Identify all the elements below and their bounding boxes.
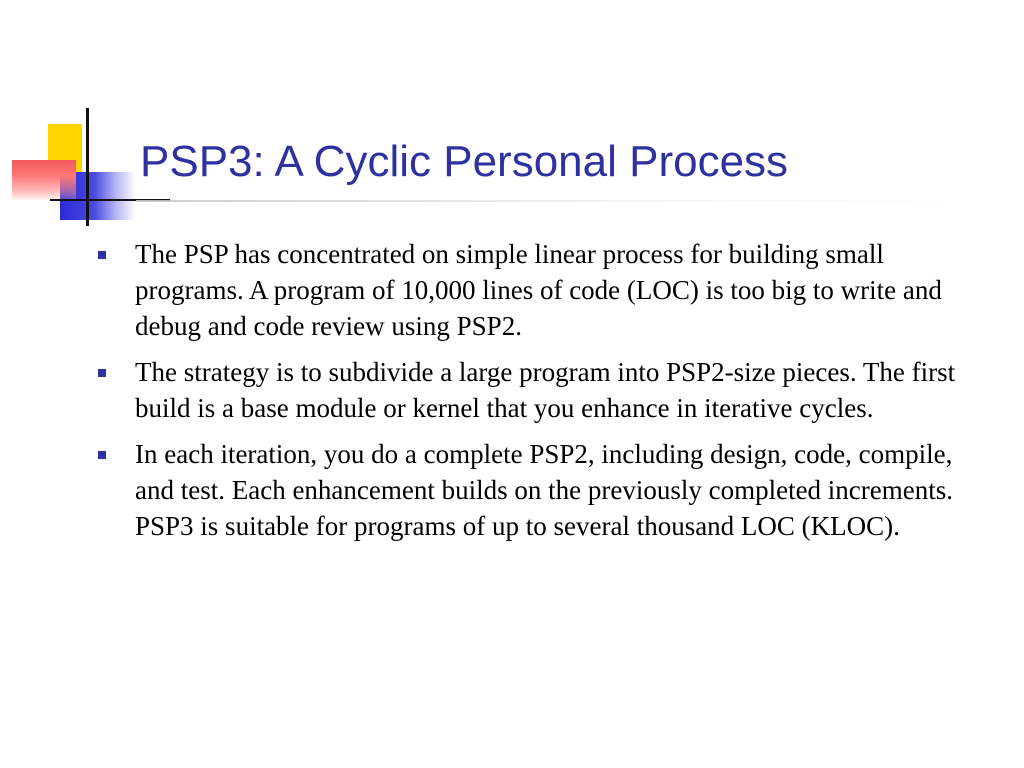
bullet-item <box>95 436 965 544</box>
slide-title: PSP3: A Cyclic Personal Process <box>140 137 789 186</box>
bullet-list <box>95 236 965 554</box>
logo-red-block <box>12 160 76 200</box>
bullet-item <box>95 236 965 344</box>
bullet-item <box>95 354 965 426</box>
logo-vertical-line <box>86 108 89 226</box>
square-bullet-icon <box>98 251 106 259</box>
square-bullet-icon <box>98 369 106 377</box>
bullet-text: The PSP has concentrated on simple linear process for building small programs. A program of 10,000 lines of code (LOC) is too big to write and debug and code review using PSP2. <box>135 239 942 341</box>
square-bullet-icon <box>98 451 106 459</box>
decorative-logo <box>0 0 160 240</box>
title-divider <box>136 200 996 202</box>
bullet-text: The strategy is to subdivide a large program into PSP2-size pieces. The first build is a base module or kernel that you enhance in iterative cycles. <box>135 357 956 423</box>
bullet-text: In each iteration, you do a complete PSP2, including design, code, compile, and test. Each enhancement builds on the previously completed increments. PSP3 is suitable for programs of up to several thousand LOC (KLOC). <box>135 439 954 541</box>
